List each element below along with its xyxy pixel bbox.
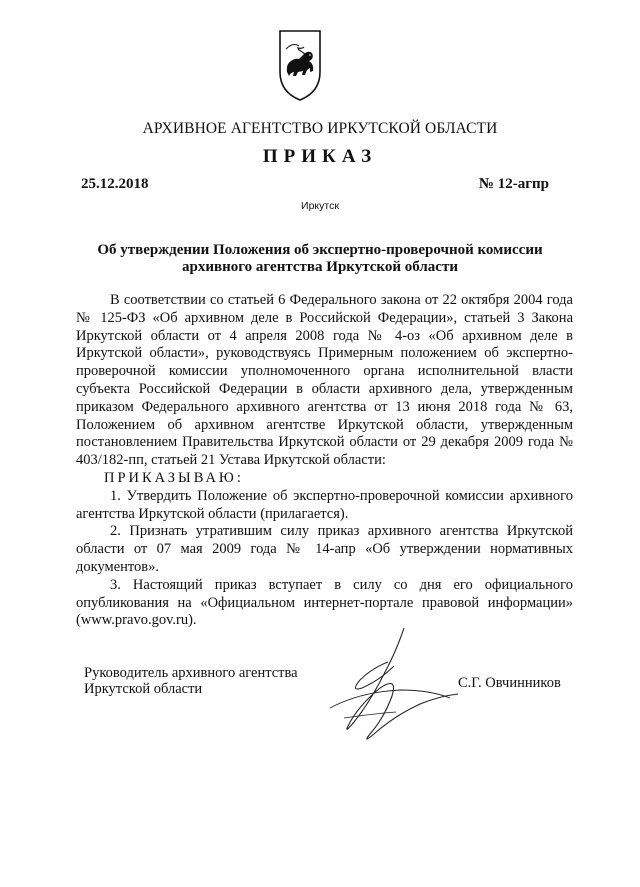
order-item: 2. Признать утратившим силу приказ архивного агентства Иркутской области от 07 мая 2009 года № 14-апр «Об утверждении нормативных документов». xyxy=(76,523,573,575)
title-line: Об утверждении Положения об экспертно-проверочной комиссии xyxy=(97,242,543,258)
title-line: архивного агентства Иркутской области xyxy=(182,259,458,275)
handwritten-signature xyxy=(300,622,470,748)
coat-of-arms-icon xyxy=(277,28,323,102)
preamble-paragraph: В соответствии со статьей 6 Федерального закона от 22 октября 2004 года № 125-ФЗ «Об архивном деле в Российской Федерации», статьей 3 Закона Иркутской области от 4 апреля 2008 года № 4-оз «Об архивном деле в Иркутской области», руководствуясь Примерным положением об экспертно-проверочной комиссии уполномоченного органа исполнительной власти субъекта Российской Федерации в области архивного дела, утвержденным приказом Федерального архивного агентства от 13 июня 2018 года № 63, Положением об архивном агентстве Иркутской области, утвержденным постановлением Правительства Иркутской области от 29 декабря 2009 года № 403/182-пп, статьей 21 Устава Иркутской области: xyxy=(76,292,573,469)
order-item: 3. Настоящий приказ вступает в силу со дня его официального опубликования на «Официальном интернет-портале правовой информации» (www.pravo.gov.ru). xyxy=(76,576,573,629)
signer-name: С.Г. Овчинников xyxy=(458,675,561,691)
document-body xyxy=(76,292,573,630)
signer-position-line: Иркутской области xyxy=(84,681,203,697)
document-date: 25.12.2018 xyxy=(81,176,149,192)
document-type: ПРИКАЗ xyxy=(262,146,378,167)
document-city: Иркутск xyxy=(301,200,339,212)
document-number: № 12-агпр xyxy=(478,176,549,192)
order-item: 1. Утвердить Положение об экспертно-проверочной комиссии архивного агентства Иркутской области (прилагается). xyxy=(76,487,573,522)
signer-position xyxy=(84,665,298,697)
signer-position-line: Руководитель архивного агентства xyxy=(84,665,298,681)
organization-heading: АРХИВНОЕ АГЕНТСТВО ИРКУТСКОЙ ОБЛАСТИ xyxy=(142,120,498,137)
document-title xyxy=(80,242,560,276)
order-word: ПРИКАЗЫВАЮ: xyxy=(104,469,244,486)
